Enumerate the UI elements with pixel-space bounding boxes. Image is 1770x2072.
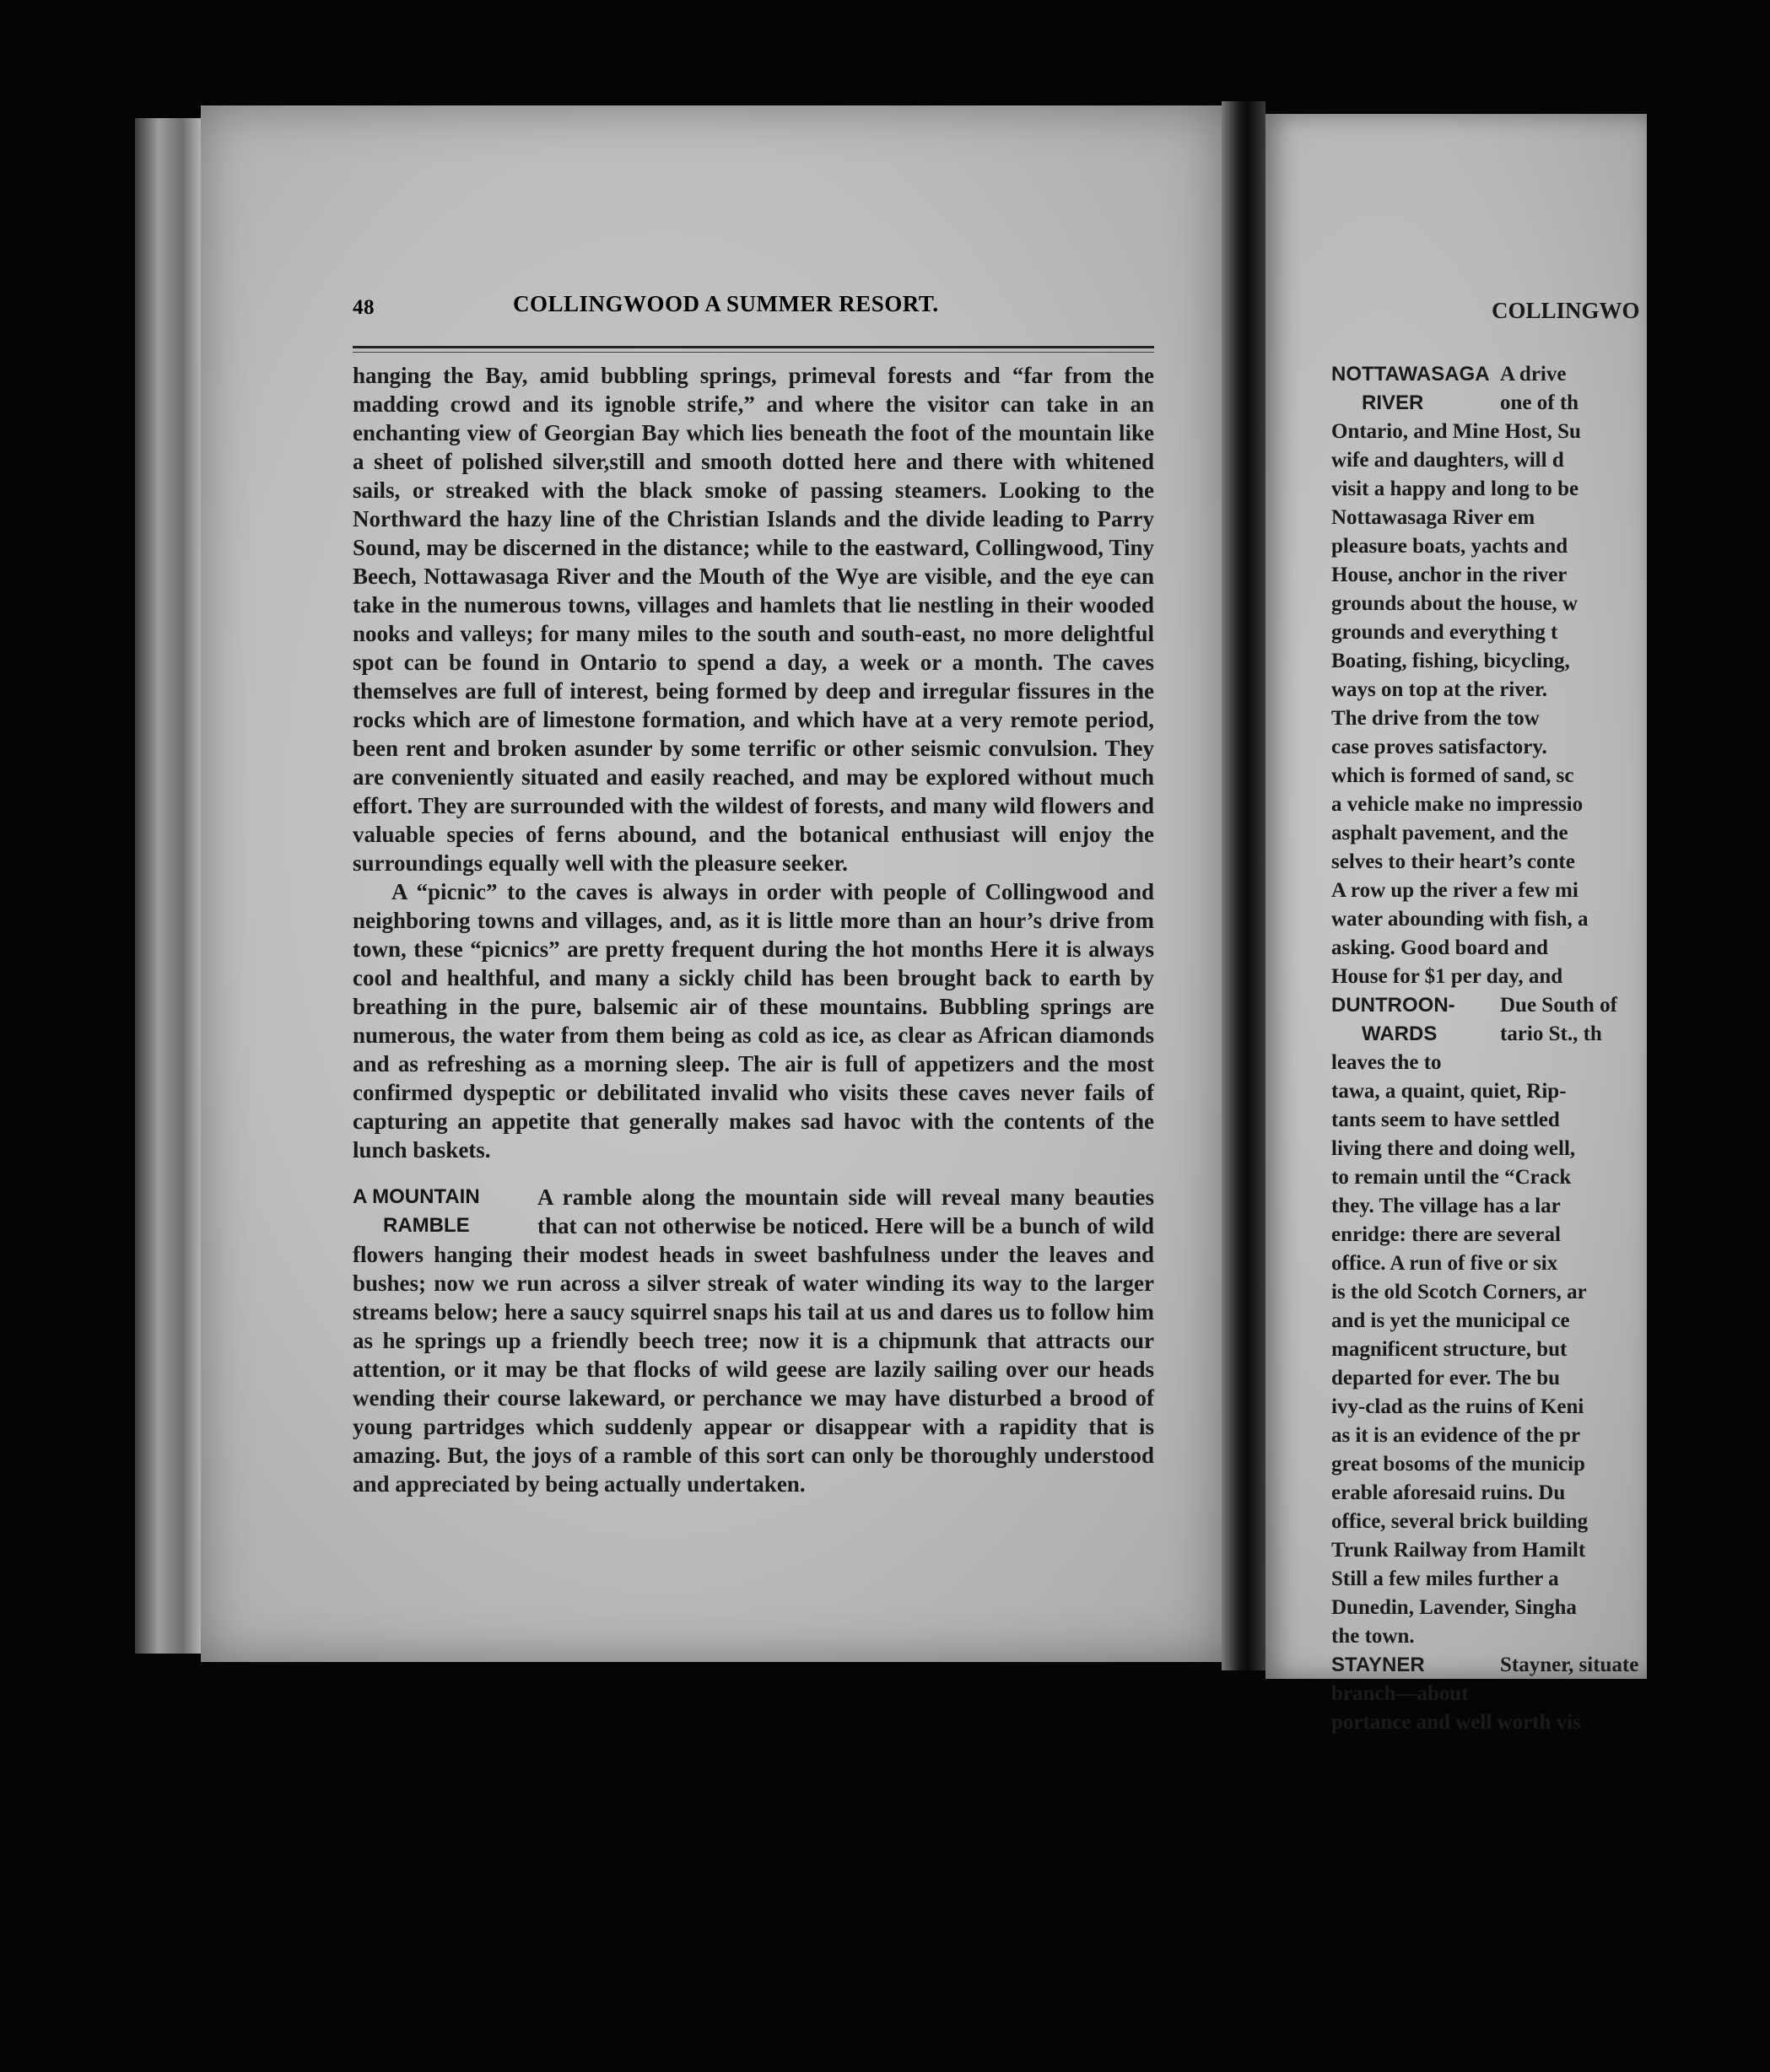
side-heading-line-1: A MOUNTAIN (353, 1185, 480, 1208)
right-line-text: tants seem to have settled (1331, 1109, 1560, 1131)
right-page (1265, 114, 1647, 1734)
right-page-line (1331, 389, 1770, 418)
right-page-line (1331, 790, 1770, 819)
right-line-text: they. The village has a lar (1331, 1195, 1561, 1217)
right-line-text: a vehicle make no impressio (1331, 793, 1584, 816)
right-page-line (1331, 1622, 1770, 1651)
right-page-line (1331, 1680, 1770, 1708)
right-page-line (1331, 1192, 1770, 1221)
right-page-line (1331, 1163, 1770, 1192)
page-number: 48 (353, 296, 375, 319)
right-page-line (1331, 1020, 1770, 1049)
right-line-text: House for $1 per day, and (1331, 965, 1563, 988)
right-line-text: A drive (1500, 363, 1567, 386)
right-page-line (1331, 991, 1770, 1020)
header-rule (353, 346, 1154, 353)
right-side-heading: RIVER (1362, 391, 1424, 414)
right-line-text: branch—about (1331, 1682, 1469, 1705)
right-page-line (1331, 1594, 1770, 1622)
right-line-text: office. A run of five or six (1331, 1252, 1558, 1275)
right-line-text: tawa, a quaint, quiet, Rip- (1331, 1080, 1567, 1103)
right-page-line (1331, 1278, 1770, 1307)
right-line-text: tario St., th (1500, 1023, 1602, 1045)
right-page-line (1331, 475, 1770, 504)
right-page-line (1331, 676, 1770, 704)
right-line-text: Nottawasaga River em (1331, 506, 1535, 529)
right-line-text: Ontario, and Mine Host, Su (1331, 420, 1581, 443)
right-page-line (1331, 561, 1770, 590)
right-line-text: living there and doing well, (1331, 1137, 1576, 1160)
right-page-line (1331, 1536, 1770, 1565)
right-page-line (1331, 762, 1770, 790)
right-line-text: selves to their heart’s conte (1331, 850, 1575, 873)
right-line-text: Boating, fishing, bicycling, (1331, 650, 1570, 672)
right-page-line (1331, 418, 1770, 446)
right-line-text: House, anchor in the river (1331, 564, 1568, 586)
paragraph-1: hanging the Bay, amid bubbling springs, primeval forests and “far from the madding crowd and its ignoble strife,” and where the visitor can take in an enchanting view of Georgian Bay which lies beneath the foot of the mountain like a sheet of polished silver,still and smooth dotted here and there with whitened sails, or streaked with the black smoke of passing steamers. Looking to the Northward the hazy line of the Christian Islands and the divide leading to Parry Sound, may be discerned in the distance; while to the eastward, Collingwood, Tiny Beech, Nottawasaga River and the Mouth of the Wye are visible, and the eye can take in the numerous towns, villages and hamlets that lie nestling in their wooded nooks and valleys; for many miles to the south and south-east, no more delightful spot can be found in Ontario to spend a day, a week or a month. The caves themselves are full of interest, being formed by deep and irregular fissures in the rocks which are of limestone formation, and which have at a very remote period, been rent and broken asunder by some terrific or other seismic convulsion. They are conveniently situated and easily reached, and may be explored without much effort. They are surrounded with the wildest of forests, and many wild flowers and valuable species of ferns abound, and the botanical enthusiast will enjoy the surroundings equally well with the pleasure seeker. (353, 363, 1154, 876)
right-page-line (1331, 934, 1770, 963)
right-line-text: water abounding with fish, a (1331, 908, 1589, 931)
right-line-text: to remain until the “Crack (1331, 1166, 1572, 1189)
right-line-text: one of th (1500, 391, 1579, 414)
paragraph-2: A “picnic” to the caves is always in order with people of Collingwood and neighboring towns and villages, and, as it is little more than an hour’s drive from town, these “picnics” are pretty frequent during the hot months Here it is always cool and healthful, and many a sickly child has been brought back to earth by breathing in the pure, balsemic air of these mountains. Bubbling springs are numerous, the water from them being as cold as ice, as clear as African diamonds and as refreshing as a morning sleep. The air is full of appetizers and the most confirmed dyspeptic or debilitated invalid who visits these caves never fails of capturing an appetite that generally makes sad havoc with the contents of the lunch baskets. (353, 879, 1154, 1163)
right-line-text: departed for ever. The bu (1331, 1367, 1561, 1389)
right-line-text: pleasure boats, yachts and (1331, 535, 1568, 558)
right-page-line (1331, 360, 1770, 389)
side-heading-line-2: RAMBLE (383, 1214, 470, 1237)
section-mountain-ramble (353, 1183, 1154, 1498)
right-line-text: the town. (1331, 1625, 1415, 1648)
right-page-text (1331, 360, 1770, 1737)
right-page-line (1331, 1249, 1770, 1278)
right-page-line (1331, 1307, 1770, 1335)
right-line-text: leaves the to (1331, 1051, 1442, 1074)
right-side-heading: WARDS (1362, 1023, 1438, 1045)
right-page-line (1331, 1651, 1770, 1680)
right-page-line (1331, 1335, 1770, 1364)
side-heading (353, 1183, 526, 1240)
right-page-line (1331, 647, 1770, 676)
right-page-line (1331, 1049, 1770, 1077)
right-line-text: wife and daughters, will d (1331, 449, 1564, 472)
right-line-text: is the old Scotch Corners, ar (1331, 1281, 1587, 1303)
right-page-line (1331, 504, 1770, 532)
right-side-heading: STAYNER (1331, 1654, 1425, 1676)
right-page-line (1331, 819, 1770, 848)
right-page-line (1331, 1565, 1770, 1594)
page-title: COLLINGWOOD A SUMMER RESORT. (513, 291, 939, 316)
right-page-line (1331, 1135, 1770, 1163)
right-line-text: Stayner, situate (1500, 1654, 1639, 1676)
right-page-line (1331, 963, 1770, 991)
right-side-heading: DUNTROON- (1331, 994, 1455, 1017)
right-running-head: COLLINGWO (1492, 298, 1640, 323)
right-line-text: asphalt pavement, and the (1331, 822, 1568, 844)
right-page-line (1331, 1106, 1770, 1135)
right-page-line (1331, 1479, 1770, 1508)
right-line-text: A row up the river a few mi (1331, 879, 1578, 902)
right-page-line (1331, 590, 1770, 618)
running-head (353, 291, 1154, 325)
right-page-line (1331, 1393, 1770, 1422)
right-page-line (1331, 877, 1770, 905)
right-line-text: as it is an evidence of the pr (1331, 1424, 1581, 1447)
right-line-text: The drive from the tow (1331, 707, 1540, 730)
right-line-text: Trunk Railway from Hamilt (1331, 1539, 1586, 1562)
right-line-text: erable aforesaid ruins. Du (1331, 1481, 1566, 1504)
right-line-text: Dunedin, Lavender, Singha (1331, 1596, 1577, 1619)
right-line-text: office, several brick building (1331, 1510, 1589, 1533)
right-page-line (1331, 1221, 1770, 1249)
right-side-heading: NOTTAWASAGA (1331, 363, 1490, 386)
right-line-text: ways on top at the river. (1331, 678, 1548, 701)
right-line-text: ivy-clad as the ruins of Keni (1331, 1395, 1584, 1418)
right-line-text: portance and well worth vis (1331, 1711, 1581, 1734)
right-page-line (1331, 704, 1770, 733)
right-page-line (1331, 618, 1770, 647)
book-edge (135, 118, 202, 1654)
right-line-text: which is formed of sand, sc (1331, 764, 1574, 787)
right-line-text: great bosoms of the municip (1331, 1453, 1585, 1476)
right-line-text: case proves satisfactory. (1331, 736, 1547, 758)
right-page-line (1331, 905, 1770, 934)
right-page-line (1331, 1508, 1770, 1536)
right-page-line (1331, 446, 1770, 475)
right-page-line (1331, 532, 1770, 561)
right-line-text: asking. Good board and (1331, 936, 1549, 959)
book-gutter (1222, 101, 1265, 1670)
right-line-text: grounds and everything t (1331, 621, 1558, 644)
right-line-text: Still a few miles further a (1331, 1567, 1559, 1590)
right-line-text: Due South of (1500, 994, 1617, 1017)
right-page-line (1331, 848, 1770, 877)
right-line-text: visit a happy and long to be (1331, 478, 1579, 500)
left-page-text (353, 361, 1154, 1498)
right-line-text: grounds about the house, w (1331, 592, 1578, 615)
right-page-line (1331, 1422, 1770, 1450)
right-page-line (1331, 1450, 1770, 1479)
right-line-text: enridge: there are several (1331, 1223, 1561, 1246)
right-page-line (1331, 1077, 1770, 1106)
section-text: A ramble along the mountain side will reveal many beauties that can not otherwise be noticed. Here will be a bunch of wild flowers hanging their modest heads in sweet bashfulness under the leaves and bushes; now we run across a silver streak of water winding its way to the larger streams below; here a saucy squirrel snaps his tail at us and dares us to follow him as he springs up a friendly beech tree; now it is a chipmunk that attracts our attention, or it may be that flocks of wild geese are lazily sailing over our heads wending their course lakeward, or perchance we may have disturbed a brood of young partridges which suddenly appear or disappear with a rapidity that is amazing. But, the joys of a ramble of this sort can only be thoroughly understood and appreciated by being actually undertaken. (353, 1184, 1154, 1497)
right-page-line (1331, 733, 1770, 762)
right-line-text: and is yet the municipal ce (1331, 1309, 1570, 1332)
right-page-line (1331, 1364, 1770, 1393)
right-line-text: magnificent structure, but (1331, 1338, 1568, 1361)
right-page-line (1331, 1708, 1770, 1737)
